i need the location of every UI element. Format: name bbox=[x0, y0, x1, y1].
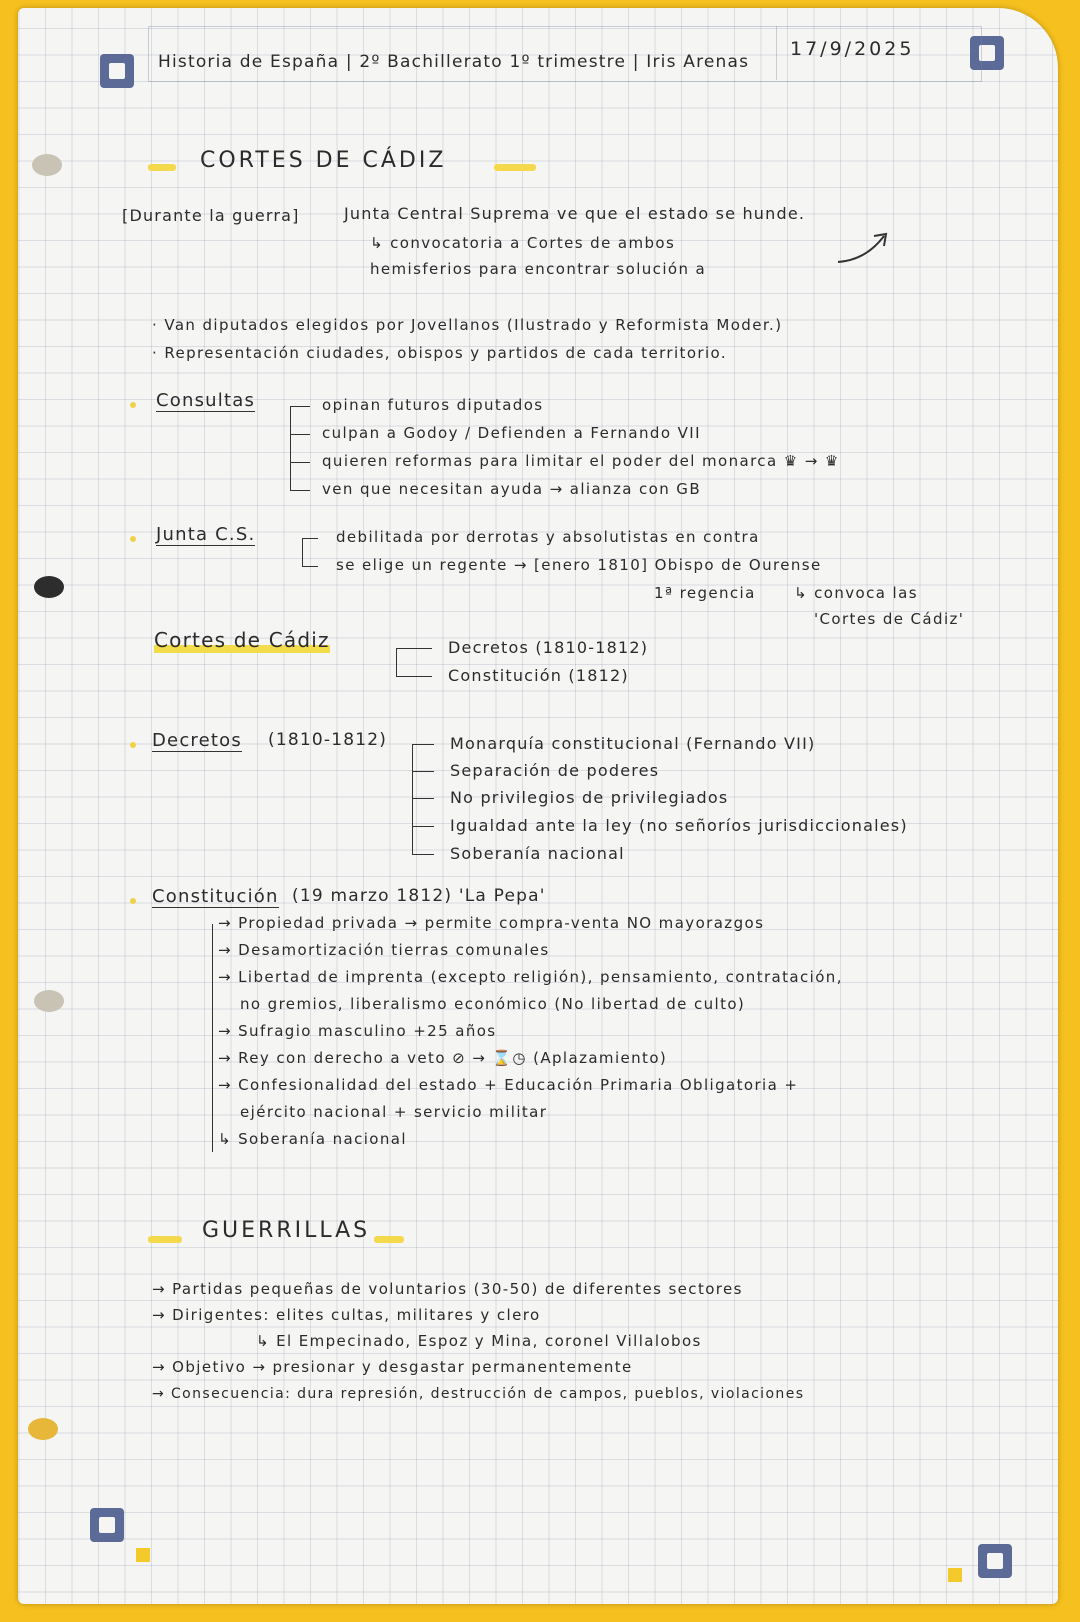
guerrillas-line: ↳ El Empecinado, Espoz y Mina, coronel Villalobos bbox=[256, 1332, 702, 1350]
binder-hole bbox=[28, 1418, 58, 1440]
junta-item: se elige un regente → [enero 1810] Obispo de Ourense bbox=[336, 556, 822, 574]
bracket-tick bbox=[290, 406, 310, 407]
consultas-bracket bbox=[290, 406, 291, 490]
corner-mark-top-left bbox=[100, 54, 134, 88]
guerrillas-line: → Partidas pequeñas de voluntarios (30-50) de diferentes sectores bbox=[152, 1280, 743, 1298]
notebook-page bbox=[18, 8, 1058, 1604]
cortes-item: Decretos (1810-1812) bbox=[448, 638, 649, 657]
intro-line-3: hemisferios para encontrar solución a bbox=[370, 260, 707, 278]
constitucion-date: (19 marzo 1812) 'La Pepa' bbox=[292, 886, 546, 906]
section-title-guerrillas: GUERRILLAS bbox=[202, 1218, 371, 1243]
bracket-tick bbox=[290, 462, 310, 463]
binder-hole bbox=[32, 154, 62, 176]
bullet-dot bbox=[130, 402, 136, 408]
header-date: 17/9/2025 bbox=[790, 38, 915, 60]
yellow-square bbox=[948, 1568, 962, 1582]
bracket-tick bbox=[412, 744, 434, 745]
intro-bracket: [Durante la guerra] bbox=[122, 206, 300, 225]
bullet-dot bbox=[130, 898, 136, 904]
cortes-bracket bbox=[396, 648, 397, 676]
consultas-item: ven que necesitan ayuda → alianza con GB bbox=[322, 480, 702, 498]
decretos-item: No privilegios de privilegiados bbox=[450, 788, 729, 807]
decretos-item: Separación de poderes bbox=[450, 761, 660, 780]
decretos-item: Igualdad ante la ley (no señoríos jurisdiccionales) bbox=[450, 816, 908, 835]
header-separator bbox=[776, 26, 777, 80]
decretos-years: (1810-1812) bbox=[268, 730, 388, 750]
bracket-tick bbox=[290, 490, 310, 491]
consultas-item: quieren reformas para limitar el poder del monarca ♛ → ♛ bbox=[322, 452, 840, 470]
bracket-tick bbox=[290, 434, 310, 435]
guerrillas-line: → Objetivo → presionar y desgastar permanentemente bbox=[152, 1358, 633, 1376]
title-marker-left bbox=[148, 1236, 182, 1243]
decretos-item: Monarquía constitucional (Fernando VII) bbox=[450, 734, 816, 753]
decretos-item: Soberanía nacional bbox=[450, 844, 625, 863]
corner-mark-bottom-left bbox=[90, 1508, 124, 1542]
constitucion-item: ↳ Soberanía nacional bbox=[218, 1130, 407, 1148]
constitucion-bracket bbox=[212, 924, 213, 1152]
corner-mark-bottom-right bbox=[978, 1544, 1012, 1578]
header-title: Historia de España | 2º Bachillerato 1º trimestre | Iris Arenas bbox=[158, 52, 750, 72]
constitucion-item: → Sufragio masculino +25 años bbox=[218, 1022, 497, 1040]
decretos-label: Decretos bbox=[152, 730, 242, 751]
curved-arrow-icon bbox=[836, 230, 892, 266]
intro-line-2: ↳ convocatoria a Cortes de ambos bbox=[370, 234, 676, 252]
junta-bracket bbox=[302, 538, 303, 566]
constitucion-item: → Desamortización tierras comunales bbox=[218, 941, 550, 959]
bracket-tick bbox=[396, 648, 432, 649]
constitucion-item: → Libertad de imprenta (excepto religión), pensamiento, contratación, bbox=[218, 968, 843, 986]
bracket-tick bbox=[412, 826, 434, 827]
bracket-tick bbox=[302, 538, 318, 539]
bracket-tick bbox=[412, 771, 434, 772]
dot-line-1: · Van diputados elegidos por Jovellanos (Ilustrado y Reformista Moder.) bbox=[152, 316, 783, 334]
guerrillas-line: → Consecuencia: dura represión, destrucción de campos, pueblos, violaciones bbox=[152, 1386, 805, 1402]
decretos-bracket bbox=[412, 744, 413, 854]
bracket-tick bbox=[412, 798, 434, 799]
consultas-item: opinan futuros diputados bbox=[322, 396, 544, 414]
cortes-label: Cortes de Cádiz bbox=[154, 628, 330, 656]
junta-sub-2: ↳ convoca las bbox=[794, 584, 918, 602]
yellow-square bbox=[136, 1548, 150, 1562]
title-marker-right bbox=[374, 1236, 404, 1243]
junta-sub-1: 1ª regencia bbox=[654, 584, 756, 602]
constitucion-item: no gremios, liberalismo económico (No libertad de culto) bbox=[240, 995, 746, 1013]
junta-item: debilitada por derrotas y absolutistas en contra bbox=[336, 528, 760, 546]
junta-sub-3: 'Cortes de Cádiz' bbox=[814, 610, 965, 628]
constitucion-item: → Propiedad privada → permite compra-venta NO mayorazgos bbox=[218, 914, 765, 932]
intro-line-1: Junta Central Suprema ve que el estado se hunde. bbox=[344, 204, 806, 223]
junta-label: Junta C.S. bbox=[156, 524, 256, 545]
title-marker-left bbox=[148, 164, 176, 171]
title-marker-right bbox=[494, 164, 536, 171]
consultas-item: culpan a Godoy / Defienden a Fernando VII bbox=[322, 424, 701, 442]
bullet-dot bbox=[130, 742, 136, 748]
section-title-cortes: CORTES DE CÁDIZ bbox=[200, 148, 447, 173]
cortes-item: Constitución (1812) bbox=[448, 666, 629, 685]
bracket-tick bbox=[396, 676, 432, 677]
bracket-tick bbox=[302, 566, 318, 567]
constitucion-label: Constitución bbox=[152, 886, 279, 907]
bullet-dot bbox=[130, 536, 136, 542]
constitucion-item: → Confesionalidad del estado + Educación Primaria Obligatoria + bbox=[218, 1076, 799, 1094]
binder-hole bbox=[34, 576, 64, 598]
bracket-tick bbox=[412, 854, 434, 855]
binder-hole bbox=[34, 990, 64, 1012]
constitucion-item: → Rey con derecho a veto ⊘ → ⌛◷ (Aplazamiento) bbox=[218, 1049, 668, 1067]
constitucion-item: ejército nacional + servicio militar bbox=[240, 1103, 548, 1121]
consultas-label: Consultas bbox=[156, 390, 256, 411]
dot-line-2: · Representación ciudades, obispos y partidos de cada territorio. bbox=[152, 344, 728, 362]
guerrillas-line: → Dirigentes: elites cultas, militares y clero bbox=[152, 1306, 541, 1324]
